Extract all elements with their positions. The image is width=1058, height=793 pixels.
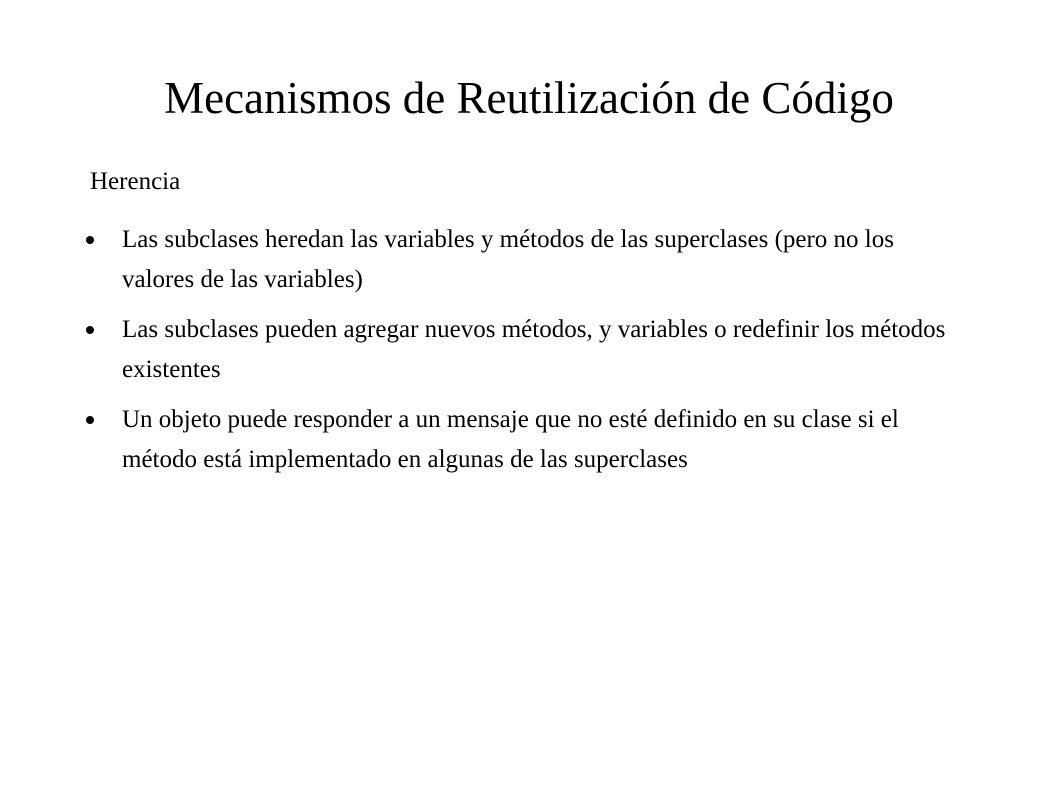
bullet-text: Un objeto puede responder a un mensaje que no esté definido en su clase si el método está implementado en algunas de las superclases (122, 406, 899, 473)
bullet-list (86, 220, 966, 490)
bullet-item (86, 310, 966, 390)
bullet-text: Las subclases heredan las variables y métodos de las superclases (pero no los valores de las variables) (122, 226, 894, 293)
bullet-item (86, 220, 966, 300)
slide-title: Mecanismos de Reutilización de Código (164, 73, 894, 123)
bullet-dot-icon (86, 236, 94, 244)
section-heading: Herencia (90, 168, 181, 195)
bullet-dot-icon (86, 326, 94, 334)
bullet-text: Las subclases pueden agregar nuevos métodos, y variables o redefinir los métodos existentes (122, 316, 946, 383)
bullet-item (86, 400, 966, 480)
bullet-dot-icon (86, 416, 94, 424)
